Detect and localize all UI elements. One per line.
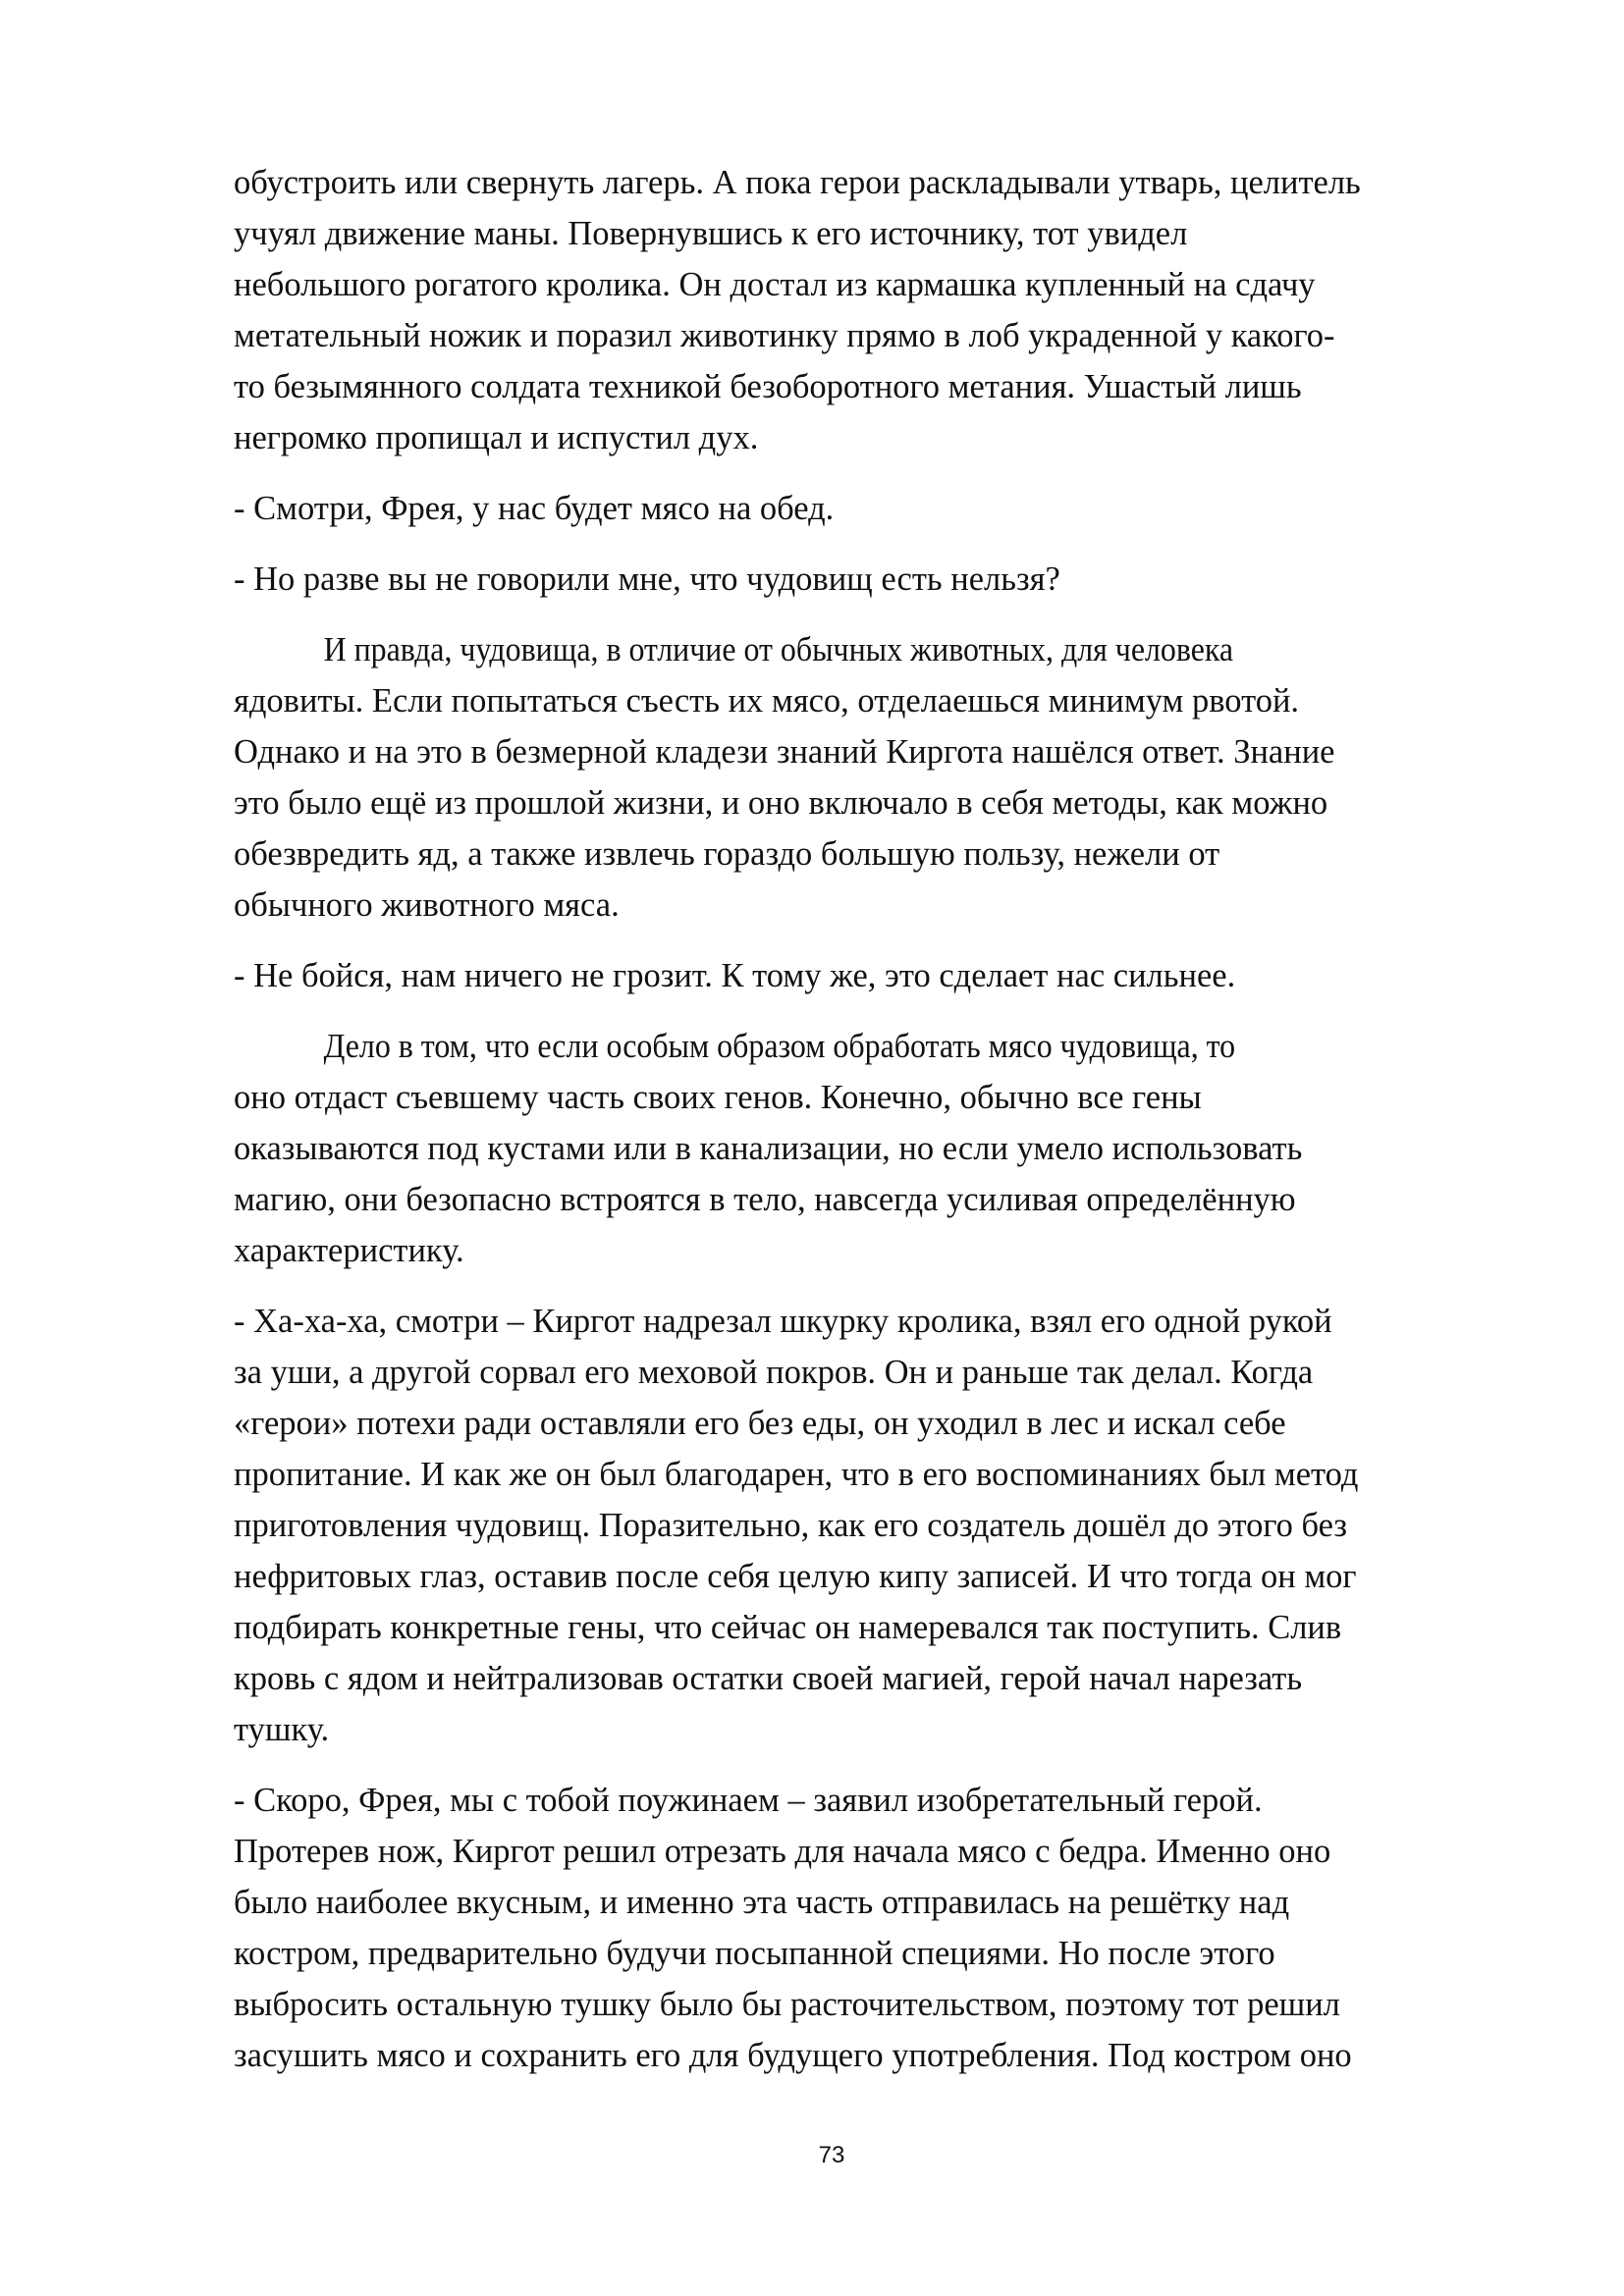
- page-number: 73: [818, 2142, 845, 2168]
- text-line: - Ха-ха-ха, смотри – Киргот надрезал шкурку кролика, взял его одной рукой: [234, 1303, 1332, 1340]
- text-line: костром, предварительно будучи посыпанной специями. Но после этого: [234, 1935, 1275, 1972]
- text-line: метательный ножик и поразил животинку прямо в лоб украденной у какого-: [234, 317, 1335, 354]
- text-line: было наиболее вкусным, и именно эта часть отправилась на решётку над: [234, 1884, 1290, 1921]
- text-line: это было ещё из прошлой жизни, и оно включало в себя методы, как можно: [234, 784, 1328, 822]
- paragraph: [234, 1021, 1530, 1276]
- text-line: И правда, чудовища, в отличие от обычных животных, для человека: [323, 631, 1234, 668]
- body-text: [234, 157, 1530, 2101]
- text-line: оказываются под кустами или в канализации, но если умело использовать: [234, 1130, 1303, 1167]
- paragraph: [234, 554, 1530, 605]
- text-line: магию, они безопасно встроятся в тело, навсегда усиливая определённую: [234, 1181, 1296, 1218]
- text-line: за уши, а другой сорвал его меховой покров. Он и раньше так делал. Когда: [234, 1354, 1314, 1391]
- text-line: Дело в том, что если особым образом обработать мясо чудовища, то: [323, 1028, 1236, 1065]
- paragraph: [234, 1775, 1530, 2081]
- text-line: учуял движение маны. Повернувшись к его источнику, тот увидел: [234, 215, 1188, 252]
- text-line: Однако и на это в безмерной кладези знаний Киргота нашёлся ответ. Знание: [234, 733, 1335, 771]
- text-line: «герои» потехи ради оставляли его без еды, он уходил в лес и искал себе: [234, 1405, 1286, 1442]
- paragraph: [234, 483, 1530, 534]
- text-line: то безымянного солдата техникой безоборотного метания. Ушастый лишь: [234, 368, 1302, 405]
- text-line: - Но разве вы не говорили мне, что чудовищ есть нельзя?: [234, 561, 1060, 598]
- text-line: небольшого рогатого кролика. Он достал из кармашка купленный на сдачу: [234, 266, 1316, 303]
- text-line: обустроить или свернуть лагерь. А пока герои раскладывали утварь, целитель: [234, 164, 1361, 201]
- text-line: оно отдаст съевшему часть своих генов. Конечно, обычно все гены: [234, 1079, 1202, 1116]
- text-line: приготовления чудовищ. Поразительно, как его создатель дошёл до этого без: [234, 1507, 1348, 1544]
- text-line: засушить мясо и сохранить его для будущего употребления. Под костром оно: [234, 2037, 1352, 2074]
- text-line: обезвредить яд, а также извлечь гораздо большую пользу, нежели от: [234, 835, 1220, 873]
- text-line: ядовиты. Если попытаться съесть их мясо, отделаешься минимум рвотой.: [234, 682, 1300, 720]
- text-line: - Не бойся, нам ничего не грозит. К тому же, это сделает нас сильнее.: [234, 957, 1236, 994]
- paragraph: [234, 950, 1530, 1001]
- paragraph: [234, 157, 1530, 463]
- text-line: кровь с ядом и нейтрализовав остатки своей магией, герой начал нарезать: [234, 1660, 1303, 1697]
- text-line: тушку.: [234, 1711, 330, 1748]
- text-line: подбирать конкретные гены, что сейчас он намеревался так поступить. Слив: [234, 1609, 1342, 1646]
- paragraph: [234, 624, 1530, 931]
- text-line: - Смотри, Фрея, у нас будет мясо на обед.: [234, 490, 835, 527]
- text-line: выбросить остальную тушку было бы расточительством, поэтому тот решил: [234, 1986, 1340, 2023]
- text-line: Протерев нож, Киргот решил отрезать для начала мясо с бедра. Именно оно: [234, 1833, 1331, 1870]
- text-line: пропитание. И как же он был благодарен, что в его воспоминаниях был метод: [234, 1456, 1359, 1493]
- text-line: обычного животного мяса.: [234, 886, 620, 924]
- text-line: негромко пропищал и испустил дух.: [234, 419, 759, 456]
- paragraph: [234, 1296, 1530, 1755]
- text-line: нефритовых глаз, оставив после себя целую кипу записей. И что тогда он мог: [234, 1558, 1357, 1595]
- text-line: характеристику.: [234, 1232, 464, 1269]
- text-line: - Скоро, Фрея, мы с тобой поужинаем – заявил изобретательный герой.: [234, 1782, 1263, 1819]
